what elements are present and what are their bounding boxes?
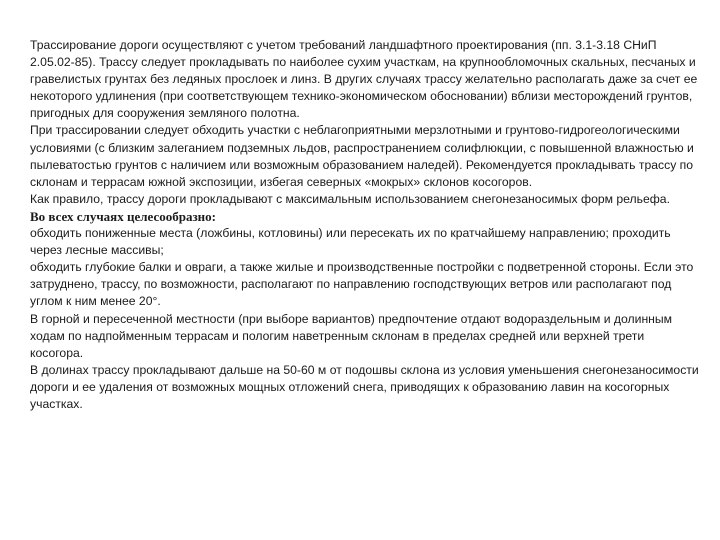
paragraph-bypass-ravines: обходить глубокие балки и овраги, а также жилые и производственные постройки с подветренной стороны. Если это затруднено, трассу, по возможности, располагают по направлению господствующих ветров или располагают под углом к ним менее 20°.: [30, 260, 694, 309]
paragraph-mountain-terrain: В горной и пересеченной местности (при выборе вариантов) предпочтение отдают водораздельным и долинным ходам по надпойменным террасам и пологим наветренным склонам в пределах средней или верхней трети косогора.: [30, 311, 673, 360]
paragraph-route-requirements: Трассирование дороги осуществляют с учетом требований ландшафтного проектирования (пп. 3.1-3.18 СНиП 2.05.02-85). Трассу следует прокладывать по наиболее сухим участкам, на крупнообломочных скальных, песчаных и гравелистых грунтах без ледяных прослоек и линз. В других случаях трассу желательно располагать даже за счет ее некоторого удлинения (при соответствующем технико-экономическом обосновании) вблизи месторождений грунтов, пригодных для сооружения земляного полотна.: [30, 38, 698, 121]
paragraph-bypass-lowlands: обходить пониженные места (ложбины, котловины) или пересекать их по кратчайшему направлению; проходить через лесные массивы;: [30, 226, 671, 258]
paragraph-avoid-permafrost: При трассировании следует обходить участки с неблагоприятными мерзлотными и грунтово-гидрогеологическими условиями (с близким залеганием подземных льдов, распространением солифлюкции, с повышенной влажностью и пылеватостью грунтов с наличием или возможным образованием наледей). Рекомендуется прокладывать трассу по склонам и террасам южной экспозиции, избегая северных «мокрых» склонов косогоров.: [30, 123, 694, 189]
paragraph-valleys: В долинах трассу прокладывают дальше на 50-60 м от подошвы склона из условия уменьшения снегонезаносимости дороги и ее удаления от возможных мощных отложений снега, приводящих к образованию лавин на косогорных участках.: [30, 362, 699, 411]
paragraph-snow-free-relief: Как правило, трассу дороги прокладывают с максимальным использованием снегонезаносимых форм рельефа.: [30, 191, 670, 206]
heading-in-all-cases: Во всех случаях целесообразно:: [30, 208, 216, 224]
